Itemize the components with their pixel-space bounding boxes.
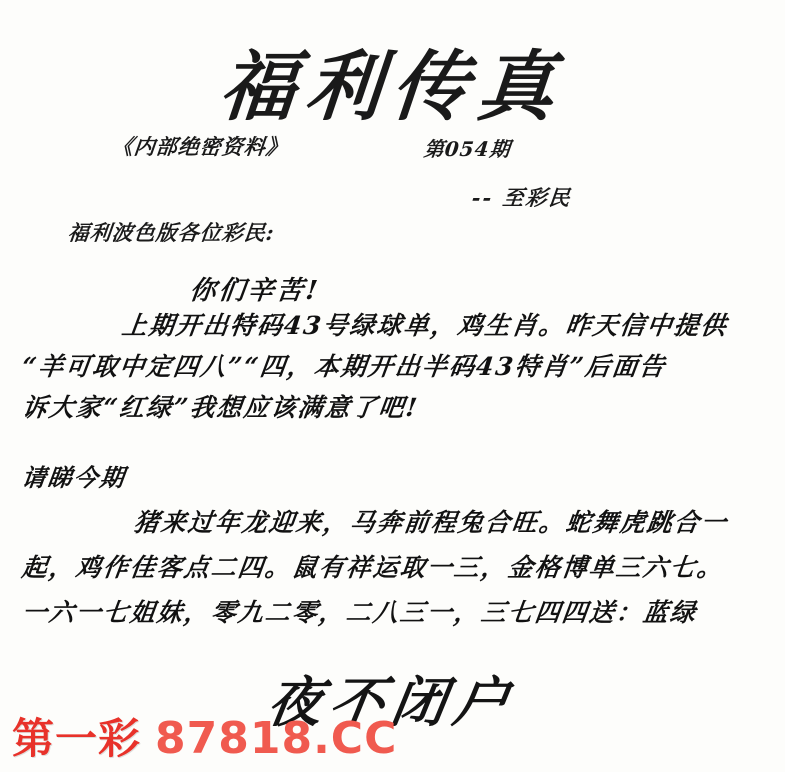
verse-line: 起，鸡作佳客点二四。鼠有祥运取一三，金格博单三六七。 <box>20 553 726 582</box>
greeting-line: 福利波色版各位彩民: <box>66 220 277 245</box>
issue-number: 第054期 <box>422 137 512 161</box>
body-line: “羊可取中定四八”“四，本期开出半码43特肖”后面告 <box>20 352 669 381</box>
ask-line: 请睇今期 <box>19 463 128 492</box>
salutation-line: 你们辛苦! <box>187 276 322 306</box>
watermark <box>12 706 397 766</box>
document-title: 福利传真 <box>216 42 568 131</box>
secret-label: 《内部绝密资料》 <box>110 134 290 159</box>
body-line: 诉大家“红绿”我想应该满意了吧! <box>20 393 421 422</box>
subtitle-row <box>0 131 785 161</box>
verse-line: 一六一七姐妹，零九二零，二八三一，三七四四送：蓝绿 <box>20 598 699 627</box>
body-paragraph <box>22 305 767 428</box>
watermark-url: 87818.CC <box>155 713 398 764</box>
body-line: 上期开出特码43号绿球单，鸡生肖。昨天信中提供 <box>120 311 730 340</box>
verse-paragraph <box>22 500 772 635</box>
addressee-line: -- 至彩民 <box>470 185 574 210</box>
watermark-brand: 第一彩 <box>12 714 142 763</box>
verse-line: 猪来过年龙迎来，马奔前程兔合旺。蛇舞虎跳合一 <box>132 508 730 537</box>
footer-calligraphy: 夜不闭户 <box>262 670 522 734</box>
